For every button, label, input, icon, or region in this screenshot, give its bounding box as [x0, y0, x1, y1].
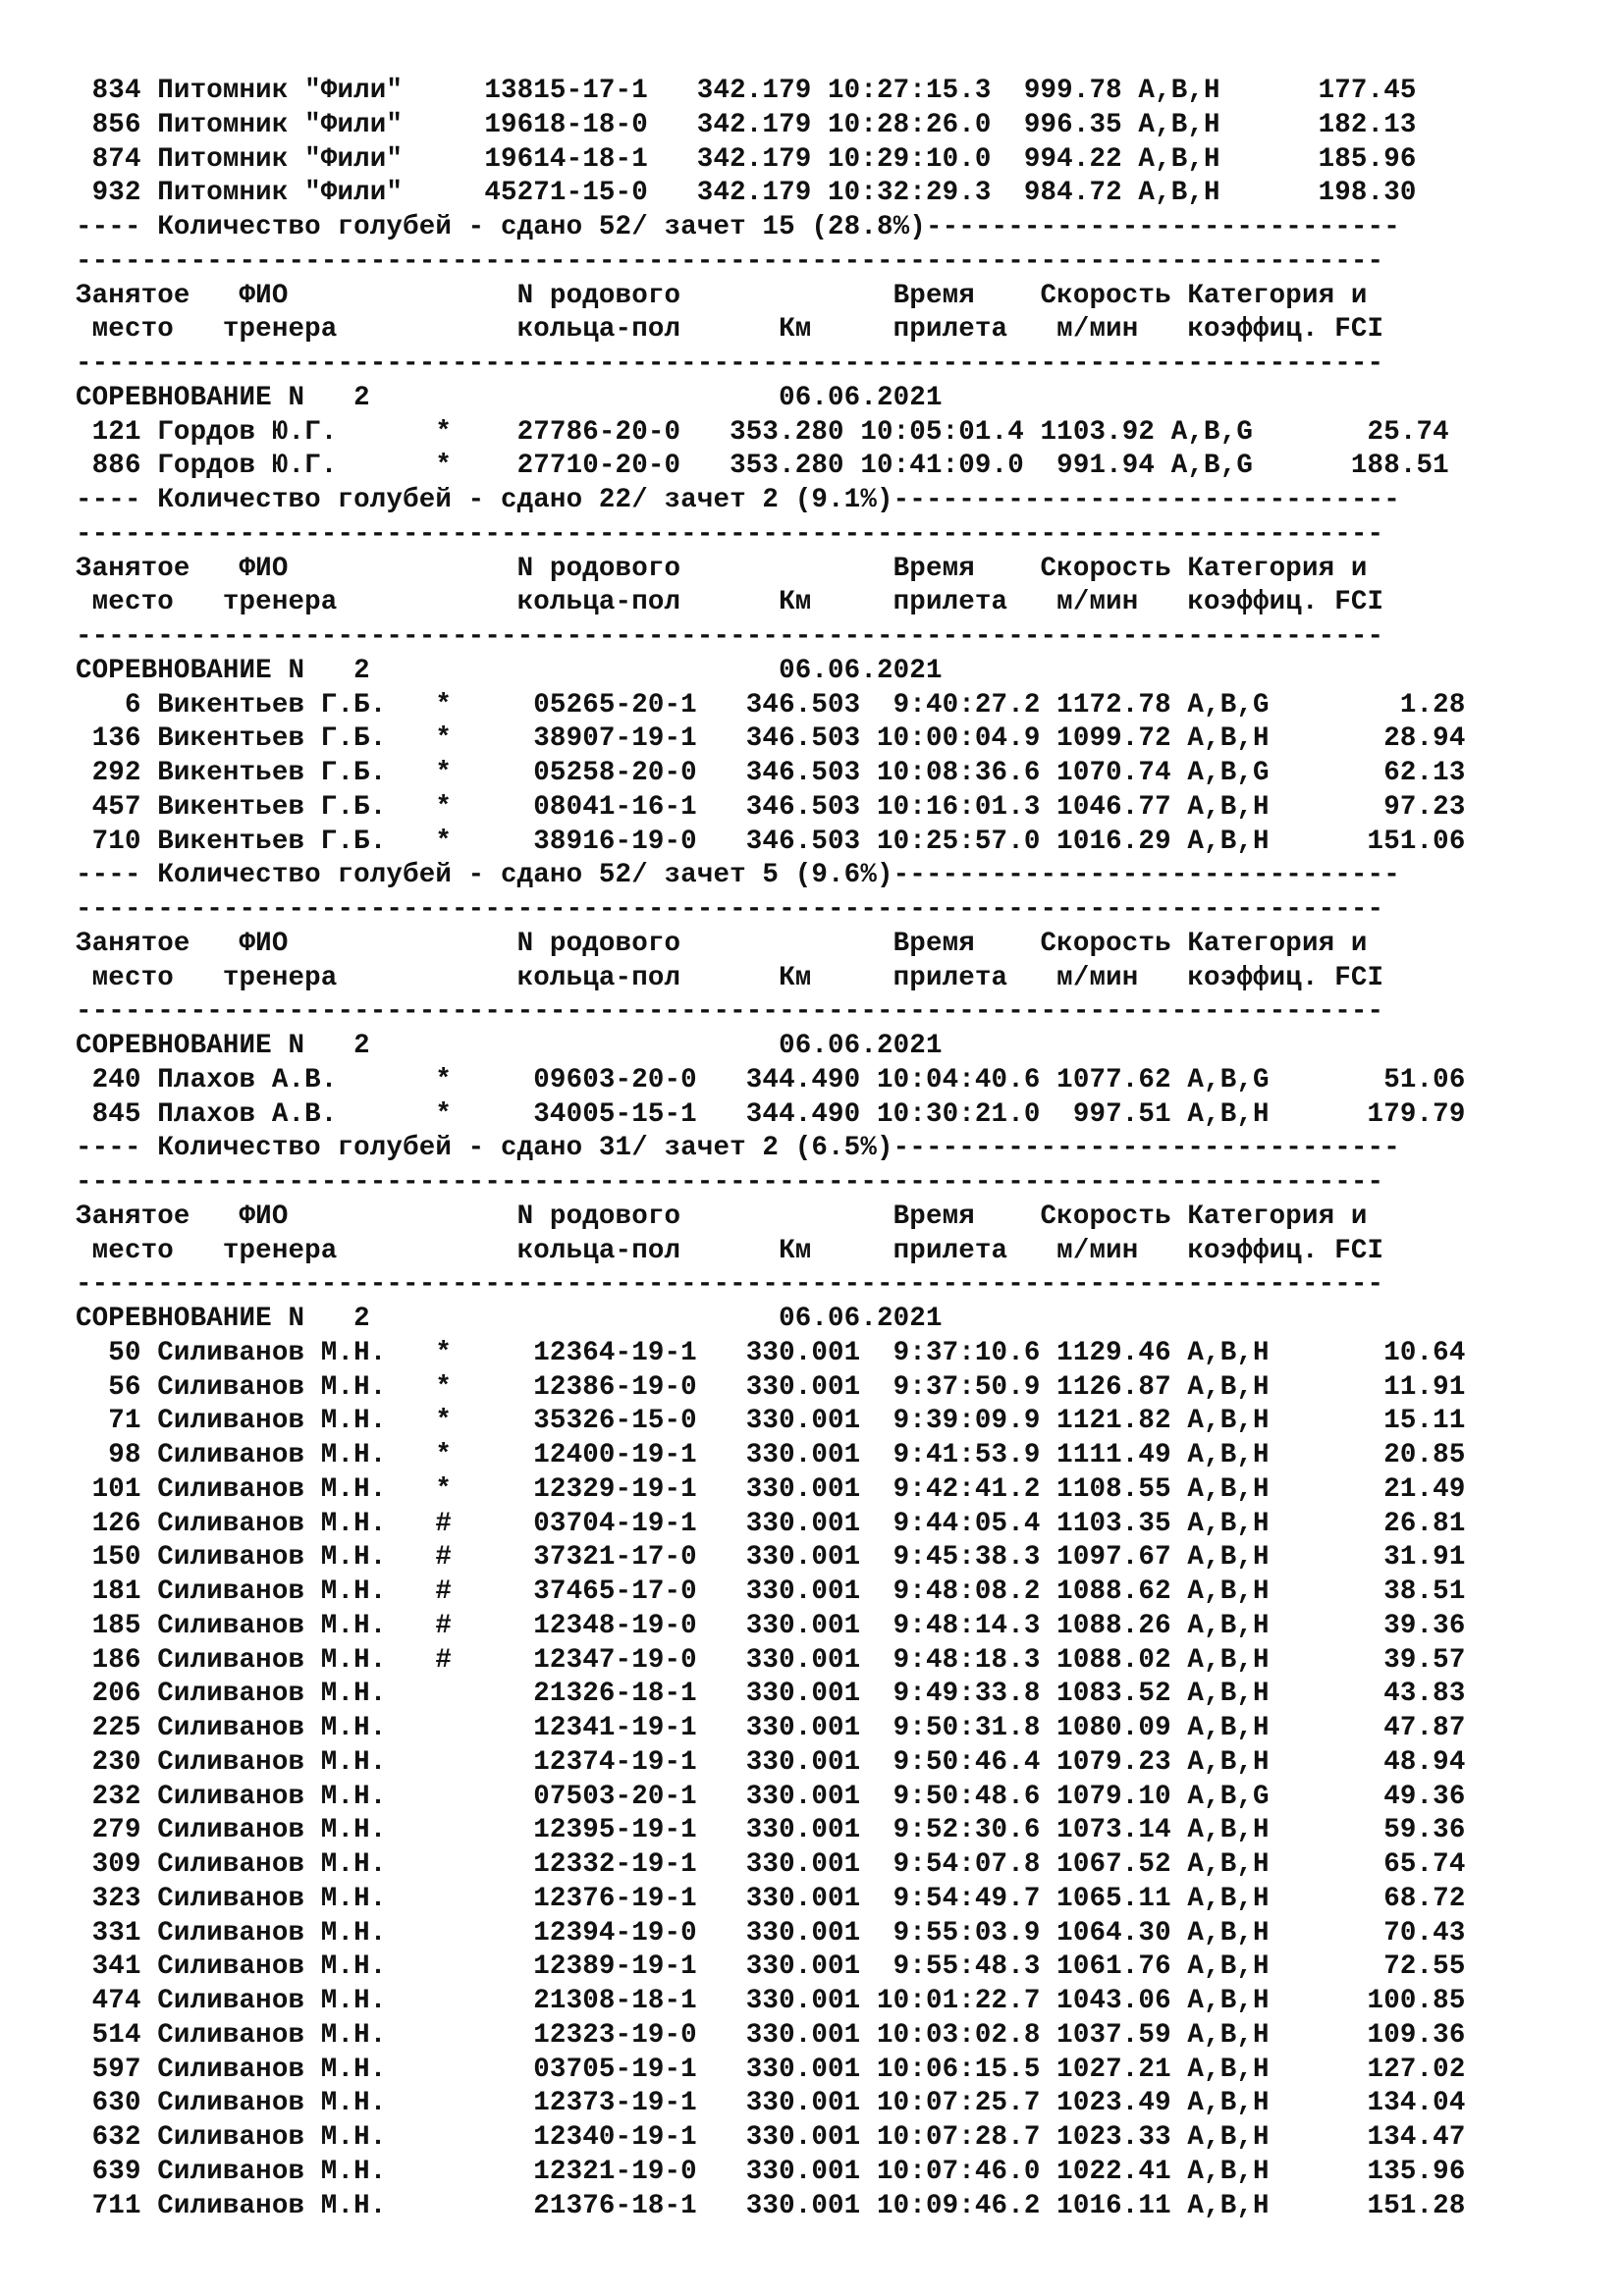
column-header-line: Занятое ФИО N родового Время Скорость Категория и [76, 280, 1368, 311]
separator-line: -------------------------------------------------------------------------------- [76, 1269, 1384, 1301]
result-row: 834 Питомник "Фили" 13815-17-1 342.179 10:27:15.3 999.78 A,B,H 177.45 [76, 76, 1417, 106]
result-row: 710 Викентьев Г.Б. * 38916-19-0 346.503 10:25:57.0 1016.29 A,B,H 151.06 [76, 826, 1466, 857]
result-row: 474 Силиванов М.Н. 21308-18-1 330.001 10:01:22.7 1043.06 A,B,H 100.85 [76, 1986, 1466, 2016]
column-header-line: Занятое ФИО N родового Время Скорость Категория и [76, 1201, 1368, 1232]
result-row: 309 Силиванов М.Н. 12332-19-1 330.001 9:54:07.8 1067.52 A,B,H 65.74 [76, 1849, 1466, 1880]
result-row: 886 Гордов Ю.Г. * 27710-20-0 353.280 10:41:09.0 991.94 A,B,G 188.51 [76, 451, 1449, 482]
result-row: 457 Викентьев Г.Б. * 08041-16-1 346.503 10:16:01.3 1046.77 A,B,H 97.23 [76, 791, 1466, 823]
result-row: 232 Силиванов М.Н. 07503-20-1 330.001 9:50:48.6 1079.10 A,B,G 49.36 [76, 1781, 1466, 1812]
separator-line: -------------------------------------------------------------------------------- [76, 518, 1384, 550]
competition-heading-line: СОРЕВНОВАНИЕ N 2 06.06.2021 [76, 655, 943, 686]
result-row: 711 Силиванов М.Н. 21376-18-1 330.001 10:09:46.2 1016.11 A,B,H 151.28 [76, 2190, 1466, 2221]
separator-line: -------------------------------------------------------------------------------- [76, 621, 1384, 652]
column-subheader-line: место тренера кольца-пол Км прилета м/мин коэффиц. FCI [76, 587, 1384, 618]
result-row: 98 Силиванов М.Н. * 12400-19-1 330.001 9:41:53.9 1111.49 A,B,H 20.85 [76, 1440, 1466, 1470]
result-row: 186 Силиванов М.Н. # 12347-19-0 330.001 9:48:18.3 1088.02 A,B,H 39.57 [76, 1644, 1466, 1676]
result-row: 181 Силиванов М.Н. # 37465-17-0 330.001 9:48:08.2 1088.62 A,B,H 38.51 [76, 1576, 1466, 1607]
competition-heading-line: СОРЕВНОВАНИЕ N 2 06.06.2021 [76, 1304, 943, 1334]
separator-line: -------------------------------------------------------------------------------- [76, 1167, 1384, 1198]
result-row: 632 Силиванов М.Н. 12340-19-1 330.001 10:07:28.7 1023.33 A,B,H 134.47 [76, 2122, 1466, 2153]
separator-line: -------------------------------------------------------------------------------- [76, 996, 1384, 1028]
result-row: 126 Силиванов М.Н. # 03704-19-1 330.001 9:44:05.4 1103.35 A,B,H 26.81 [76, 1508, 1466, 1539]
result-row: 597 Силиванов М.Н. 03705-19-1 330.001 10:06:15.5 1027.21 A,B,H 127.02 [76, 2054, 1466, 2085]
result-row: 225 Силиванов М.Н. 12341-19-1 330.001 9:50:31.8 1080.09 A,B,H 47.87 [76, 1713, 1466, 1743]
result-row: 240 Плахов А.В. * 09603-20-0 344.490 10:04:40.6 1077.62 A,B,G 51.06 [76, 1064, 1466, 1095]
result-row: 874 Питомник "Фили" 19614-18-1 342.179 10:29:10.0 994.22 A,B,H 185.96 [76, 143, 1417, 175]
column-subheader-line: место тренера кольца-пол Км прилета м/мин коэффиц. FCI [76, 962, 1384, 993]
separator-line: -------------------------------------------------------------------------------- [76, 894, 1384, 925]
competition-heading-line: СОРЕВНОВАНИЕ N 2 06.06.2021 [76, 382, 943, 413]
result-row: 279 Силиванов М.Н. 12395-19-1 330.001 9:52:30.6 1073.14 A,B,H 59.36 [76, 1815, 1466, 1846]
result-row: 136 Викентьев Г.Б. * 38907-19-1 346.503 10:00:04.9 1099.72 A,B,H 28.94 [76, 723, 1466, 755]
result-row: 101 Силиванов М.Н. * 12329-19-1 330.001 9:42:41.2 1108.55 A,B,H 21.49 [76, 1473, 1466, 1505]
section-summary-line: ---- Количество голубей - сдано 31/ зачет 2 (6.5%)------------------------------- [76, 1133, 1400, 1164]
competition-heading-line: СОРЕВНОВАНИЕ N 2 06.06.2021 [76, 1031, 943, 1061]
result-row: 630 Силиванов М.Н. 12373-19-1 330.001 10:07:25.7 1023.49 A,B,H 134.04 [76, 2088, 1466, 2119]
result-row: 331 Силиванов М.Н. 12394-19-0 330.001 9:55:03.9 1064.30 A,B,H 70.43 [76, 1917, 1466, 1949]
result-row: 185 Силиванов М.Н. # 12348-19-0 330.001 9:48:14.3 1088.26 A,B,H 39.36 [76, 1610, 1466, 1641]
result-row: 845 Плахов А.В. * 34005-15-1 344.490 10:30:21.0 997.51 A,B,H 179.79 [76, 1098, 1466, 1130]
section-summary-line: ---- Количество голубей - сдано 22/ зачет 2 (9.1%)------------------------------- [76, 485, 1400, 515]
result-row: 514 Силиванов М.Н. 12323-19-0 330.001 10:03:02.8 1037.59 A,B,H 109.36 [76, 2019, 1466, 2051]
separator-line: -------------------------------------------------------------------------------- [76, 348, 1384, 379]
separator-line: -------------------------------------------------------------------------------- [76, 245, 1384, 277]
result-row: 6 Викентьев Г.Б. * 05265-20-1 346.503 9:40:27.2 1172.78 A,B,G 1.28 [76, 689, 1466, 721]
result-row: 932 Питомник "Фили" 45271-15-0 342.179 10:32:29.3 984.72 A,B,H 198.30 [76, 178, 1417, 209]
column-subheader-line: место тренера кольца-пол Км прилета м/мин коэффиц. FCI [76, 1235, 1384, 1266]
result-row: 639 Силиванов М.Н. 12321-19-0 330.001 10:07:46.0 1022.41 A,B,H 135.96 [76, 2156, 1466, 2187]
result-row: 341 Силиванов М.Н. 12389-19-1 330.001 9:55:48.3 1061.76 A,B,H 72.55 [76, 1951, 1466, 1983]
result-row: 323 Силиванов М.Н. 12376-19-1 330.001 9:54:49.7 1065.11 A,B,H 68.72 [76, 1883, 1466, 1914]
result-row: 230 Силиванов М.Н. 12374-19-1 330.001 9:50:46.4 1079.23 A,B,H 48.94 [76, 1746, 1466, 1778]
result-row: 121 Гордов Ю.Г. * 27786-20-0 353.280 10:05:01.4 1103.92 A,B,G 25.74 [76, 416, 1449, 448]
result-row: 71 Силиванов М.Н. * 35326-15-0 330.001 9:39:09.9 1121.82 A,B,H 15.11 [76, 1406, 1466, 1437]
column-subheader-line: место тренера кольца-пол Км прилета м/мин коэффиц. FCI [76, 314, 1384, 346]
race-results-listing [76, 75, 1607, 2223]
result-row: 206 Силиванов М.Н. 21326-18-1 330.001 9:49:33.8 1083.52 A,B,H 43.83 [76, 1679, 1466, 1710]
result-row: 856 Питомник "Фили" 19618-18-0 342.179 10:28:26.0 996.35 A,B,H 182.13 [76, 109, 1417, 140]
result-row: 150 Силиванов М.Н. # 37321-17-0 330.001 9:45:38.3 1097.67 A,B,H 31.91 [76, 1542, 1466, 1574]
result-row: 50 Силиванов М.Н. * 12364-19-1 330.001 9:37:10.6 1129.46 A,B,H 10.64 [76, 1337, 1466, 1368]
section-summary-line: ---- Количество голубей - сдано 52/ зачет 15 (28.8%)----------------------------- [76, 212, 1400, 242]
column-header-line: Занятое ФИО N родового Время Скорость Категория и [76, 553, 1368, 584]
column-header-line: Занятое ФИО N родового Время Скорость Категория и [76, 928, 1368, 959]
result-row: 292 Викентьев Г.Б. * 05258-20-0 346.503 10:08:36.6 1070.74 A,B,G 62.13 [76, 758, 1466, 788]
result-row: 56 Силиванов М.Н. * 12386-19-0 330.001 9:37:50.9 1126.87 A,B,H 11.91 [76, 1371, 1466, 1403]
section-summary-line: ---- Количество голубей - сдано 52/ зачет 5 (9.6%)------------------------------- [76, 860, 1400, 891]
